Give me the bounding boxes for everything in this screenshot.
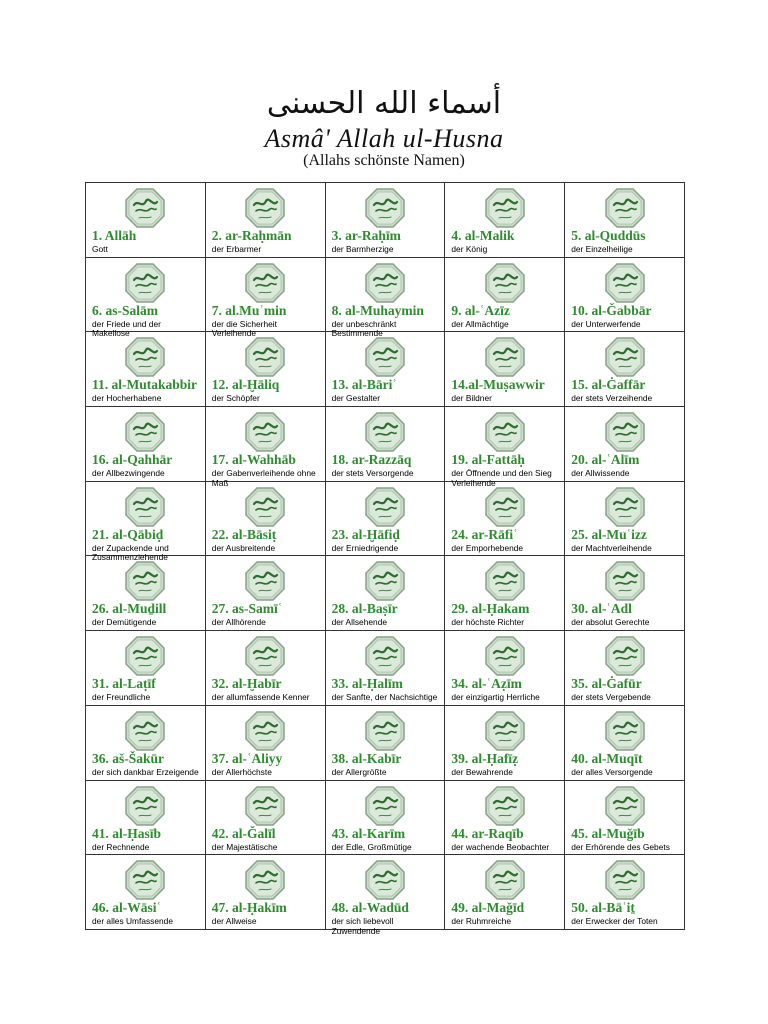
- calligraphy-medallion-icon: [484, 411, 526, 453]
- calligraphy-medallion-icon: [124, 859, 166, 901]
- name-meaning: der Sanfte, der Nachsichtige: [331, 692, 438, 703]
- name-label: 40. al-Muqīt: [571, 750, 643, 766]
- name-label: 28. al-Baṣīr: [331, 601, 398, 617]
- name-label: 2. ar-Raḥmān: [211, 228, 292, 243]
- name-label: 47. al-Ḥakīm: [211, 900, 287, 916]
- name-meaning: der stets Vergebende: [571, 692, 651, 703]
- calligraphy-medallion-icon: [604, 785, 646, 827]
- name-label: 45. al-Muǧīb: [571, 825, 645, 841]
- name-label: 39. al-Ḥafīẓ: [451, 750, 519, 766]
- name-meaning: Gott: [92, 244, 108, 254]
- calligraphy-medallion-icon: [244, 187, 286, 229]
- name-meaning: der Einzelheilige: [571, 244, 633, 254]
- name-label: 27. as-Samīʿ: [211, 601, 283, 617]
- calligraphy-medallion-icon: [484, 262, 526, 304]
- name-cell: [206, 631, 326, 706]
- calligraphy-medallion-icon: [124, 785, 166, 827]
- calligraphy-medallion-icon: [484, 635, 526, 677]
- calligraphy-medallion-icon: [364, 486, 406, 528]
- name-meaning: der einzigartig Herrliche: [451, 692, 540, 703]
- calligraphy-medallion-icon: [124, 411, 166, 453]
- calligraphy-medallion-icon: [604, 262, 646, 304]
- name-meaning: der absolut Gerechte: [571, 617, 650, 628]
- name-cell: [445, 706, 565, 781]
- name-label: 33. al-Ḥalīm: [331, 676, 403, 692]
- name-meaning: der sich dankbar Erzeigende: [92, 766, 199, 777]
- name-meaning: der Friede und der Makellose: [92, 318, 161, 339]
- name-cell: [326, 482, 446, 557]
- name-cell: [565, 631, 685, 706]
- name-cell: [445, 482, 565, 557]
- name-label: 10. al-Ǧabbār: [571, 302, 652, 318]
- name-cell: [445, 781, 565, 856]
- name-label: 18. ar-Razzāq: [331, 452, 412, 468]
- name-label: 11. al-Mutakabbir: [92, 377, 198, 393]
- name-meaning: der Emporhebende: [451, 542, 524, 553]
- name-cell: [445, 855, 565, 930]
- name-cell: [326, 706, 446, 781]
- name-meaning: der Demütigende: [92, 617, 157, 628]
- name-cell: [565, 183, 685, 258]
- name-label: 5. al-Quddūs: [571, 228, 646, 243]
- name-label: 42. al-Ǧalīl: [211, 825, 276, 841]
- name-label: 22. al-Bāsiṭ: [211, 526, 277, 542]
- name-label: 20. al-ʿAlīm: [571, 452, 640, 468]
- name-label: 32. al-Ḫabīr: [211, 676, 282, 692]
- name-cell: [86, 855, 206, 930]
- name-meaning: der stets Versorgende: [331, 468, 414, 479]
- name-cell: [206, 332, 326, 407]
- name-meaning: der allumfassende Kenner: [211, 692, 310, 703]
- name-meaning: der Schöpfer: [211, 393, 260, 404]
- name-meaning: der Allmächtige: [451, 318, 509, 329]
- calligraphy-medallion-icon: [364, 635, 406, 677]
- name-meaning: der Erbarmer: [211, 244, 262, 254]
- calligraphy-medallion-icon: [484, 560, 526, 602]
- calligraphy-medallion-icon: [484, 187, 526, 229]
- name-cell: [326, 556, 446, 631]
- name-cell: [445, 258, 565, 333]
- name-label: 37. al-ʿAliyy: [211, 750, 283, 766]
- name-meaning: der Allsehende: [331, 617, 388, 628]
- name-meaning: der sich liebevoll Zuwendende: [331, 916, 394, 936]
- name-label: 12. al-Ḫāliq: [211, 377, 280, 393]
- calligraphy-medallion-icon: [244, 411, 286, 453]
- name-label: 36. aš-Šakūr: [92, 750, 165, 766]
- calligraphy-medallion-icon: [604, 336, 646, 378]
- name-label: 31. al-Laṭīf: [92, 676, 156, 692]
- name-cell: [565, 855, 685, 930]
- subtitle: (Allahs schönste Namen): [303, 152, 465, 169]
- name-label: 6. as-Salām: [92, 302, 159, 318]
- name-label: 24. ar-Rāfiʿ: [451, 526, 518, 542]
- name-meaning: der Majestätische: [211, 841, 278, 852]
- calligraphy-medallion-icon: [244, 710, 286, 752]
- name-meaning: der Barmherzige: [331, 244, 394, 254]
- name-label: 7. al.Muʾmin: [211, 302, 287, 318]
- name-label: 13. al-Bāriʾ: [331, 377, 397, 393]
- calligraphy-medallion-icon: [364, 411, 406, 453]
- name-meaning: der Ruhmreiche: [451, 916, 511, 927]
- name-meaning: der stets Verzeihende: [571, 393, 653, 404]
- name-label: 34. al-ʿAẓīm: [451, 676, 522, 692]
- name-label: 17. al-Wahhāb: [211, 452, 296, 468]
- name-label: 26. al-Muḏill: [92, 601, 167, 617]
- name-cell: [206, 556, 326, 631]
- name-cell: [206, 183, 326, 258]
- name-cell: [206, 482, 326, 557]
- name-cell: [445, 407, 565, 488]
- calligraphy-medallion-icon: [244, 785, 286, 827]
- name-label: 38. al-Kabīr: [331, 750, 402, 766]
- calligraphy-medallion-icon: [604, 187, 646, 229]
- name-label: 4. al-Malik: [451, 228, 515, 243]
- name-cell: [565, 556, 685, 631]
- name-cell: [565, 332, 685, 407]
- name-cell: [86, 556, 206, 631]
- calligraphy-medallion-icon: [604, 560, 646, 602]
- name-cell: [206, 781, 326, 856]
- name-meaning: der Machtverleihende: [571, 542, 652, 553]
- calligraphy-medallion-icon: [604, 635, 646, 677]
- name-meaning: der Unterwerfende: [571, 318, 641, 329]
- name-cell: [326, 332, 446, 407]
- calligraphy-medallion-icon: [124, 710, 166, 752]
- calligraphy-medallion-icon: [364, 187, 406, 229]
- name-label: 50. al-Bāʿiṯ: [571, 900, 635, 916]
- name-label: 41. al-Ḥasīb: [92, 825, 162, 841]
- arabic-title: أسماء الله الحسنى: [266, 86, 502, 121]
- name-cell: [565, 482, 685, 557]
- calligraphy-medallion-icon: [604, 859, 646, 901]
- name-meaning: der Gabenverleihende ohne Maß: [211, 468, 316, 488]
- name-cell: [86, 183, 206, 258]
- name-meaning: der unbeschränkt Bestimmende: [331, 318, 397, 339]
- calligraphy-medallion-icon: [604, 486, 646, 528]
- name-label: 1. Allāh: [92, 228, 137, 243]
- name-meaning: der alles Umfassende: [92, 916, 173, 927]
- name-meaning: der Allerhöchste: [211, 766, 272, 777]
- name-label: 9. al-ʿAzīz: [451, 302, 510, 318]
- calligraphy-medallion-icon: [124, 486, 166, 528]
- name-meaning: der Zupackende und Zusammenziehende: [92, 542, 169, 563]
- calligraphy-medallion-icon: [364, 710, 406, 752]
- name-meaning: der König: [451, 244, 488, 254]
- name-meaning: der Freundliche: [92, 692, 151, 703]
- calligraphy-medallion-icon: [244, 635, 286, 677]
- name-cell: [86, 631, 206, 706]
- name-cell: [326, 781, 446, 856]
- name-cell: [206, 706, 326, 781]
- name-meaning: der Erniedrigende: [331, 542, 399, 553]
- calligraphy-medallion-icon: [244, 262, 286, 304]
- calligraphy-medallion-icon: [124, 262, 166, 304]
- name-meaning: der Bildner: [451, 393, 492, 404]
- name-cell: [86, 706, 206, 781]
- name-meaning: der Gestalter: [331, 393, 381, 404]
- name-cell: [86, 258, 206, 339]
- calligraphy-medallion-icon: [124, 560, 166, 602]
- name-cell: [206, 407, 326, 488]
- name-cell: [565, 706, 685, 781]
- name-cell: [86, 482, 206, 563]
- name-meaning: der Erwecker der Toten: [571, 916, 658, 927]
- name-label: 19. al-Fattāḥ: [451, 452, 525, 468]
- name-meaning: der Rechnende: [92, 841, 150, 852]
- calligraphy-medallion-icon: [484, 486, 526, 528]
- name-label: 25. al-Muʿizz: [571, 526, 647, 542]
- calligraphy-medallion-icon: [244, 486, 286, 528]
- transliteration-title: Asmâ' Allah ul-Husna: [264, 124, 504, 153]
- calligraphy-medallion-icon: [364, 859, 406, 901]
- name-cell: [326, 631, 446, 706]
- name-meaning: der Hocherhabene: [92, 393, 162, 404]
- calligraphy-medallion-icon: [604, 411, 646, 453]
- calligraphy-medallion-icon: [364, 785, 406, 827]
- name-meaning: der wachende Beobachter: [451, 841, 550, 852]
- name-cell: [445, 183, 565, 258]
- name-meaning: der Allwissende: [571, 468, 630, 479]
- calligraphy-medallion-icon: [244, 560, 286, 602]
- name-meaning: der alles Versorgende: [571, 766, 653, 777]
- name-meaning: der Allergrößte: [331, 766, 387, 777]
- name-cell: [326, 855, 446, 936]
- name-meaning: der Öffnende und den Sieg Verleihende: [451, 468, 552, 488]
- name-label: 8. al-Muhaymin: [331, 302, 424, 318]
- name-meaning: der Erhörende des Gebets: [571, 841, 670, 852]
- name-cell: [326, 407, 446, 482]
- name-label: 44. ar-Raqīb: [451, 825, 524, 841]
- name-cell: [326, 258, 446, 339]
- calligraphy-medallion-icon: [364, 560, 406, 602]
- name-label: 16. al-Qahhār: [92, 452, 173, 468]
- name-meaning: der Allbezwingende: [92, 468, 165, 479]
- names-table: [85, 182, 685, 936]
- calligraphy-medallion-icon: [484, 785, 526, 827]
- name-label: 49. al-Maǧīd: [451, 900, 525, 916]
- name-label: 29. al-Ḥakam: [451, 601, 530, 617]
- name-cell: [86, 332, 206, 407]
- name-label: 3. ar-Raḥīm: [331, 228, 401, 243]
- name-cell: [86, 407, 206, 482]
- name-meaning: der höchste Richter: [451, 617, 525, 628]
- name-label: 30. al-ʿAdl: [571, 601, 632, 617]
- name-cell: [565, 258, 685, 333]
- calligraphy-medallion-icon: [244, 859, 286, 901]
- name-label: 14.al-Muṣawwir: [451, 377, 545, 393]
- calligraphy-medallion-icon: [484, 859, 526, 901]
- calligraphy-medallion-icon: [244, 336, 286, 378]
- name-meaning: der Allhörende: [211, 617, 266, 628]
- calligraphy-medallion-icon: [484, 336, 526, 378]
- name-label: 35. al-Ġafūr: [571, 676, 642, 692]
- name-cell: [206, 855, 326, 930]
- name-meaning: der die Sicherheit Verleihende: [211, 318, 277, 339]
- name-cell: [565, 781, 685, 856]
- name-meaning: der Allweise: [211, 916, 257, 927]
- calligraphy-medallion-icon: [124, 187, 166, 229]
- name-cell: [445, 556, 565, 631]
- name-label: 15. al-Ġaffār: [571, 377, 646, 393]
- calligraphy-medallion-icon: [604, 710, 646, 752]
- name-label: 21. al-Qābiḍ: [92, 526, 164, 542]
- name-label: 43. al-Karīm: [331, 825, 406, 841]
- name-cell: [445, 631, 565, 706]
- name-label: 46. al-Wāsiʿ: [92, 900, 161, 916]
- name-cell: [206, 258, 326, 339]
- calligraphy-medallion-icon: [364, 262, 406, 304]
- calligraphy-medallion-icon: [124, 635, 166, 677]
- name-cell: [326, 183, 446, 258]
- name-cell: [565, 407, 685, 482]
- calligraphy-medallion-icon: [124, 336, 166, 378]
- name-meaning: der Ausbreitende: [211, 542, 276, 553]
- name-cell: [86, 781, 206, 856]
- name-label: 48. al-Wadūd: [331, 900, 409, 916]
- name-label: 23. al-Ḫāfiḍ: [331, 526, 400, 542]
- name-cell: [445, 332, 565, 407]
- name-meaning: der Edle, Großmütige: [331, 841, 412, 852]
- calligraphy-medallion-icon: [484, 710, 526, 752]
- name-meaning: der Bewahrende: [451, 766, 513, 777]
- calligraphy-medallion-icon: [364, 336, 406, 378]
